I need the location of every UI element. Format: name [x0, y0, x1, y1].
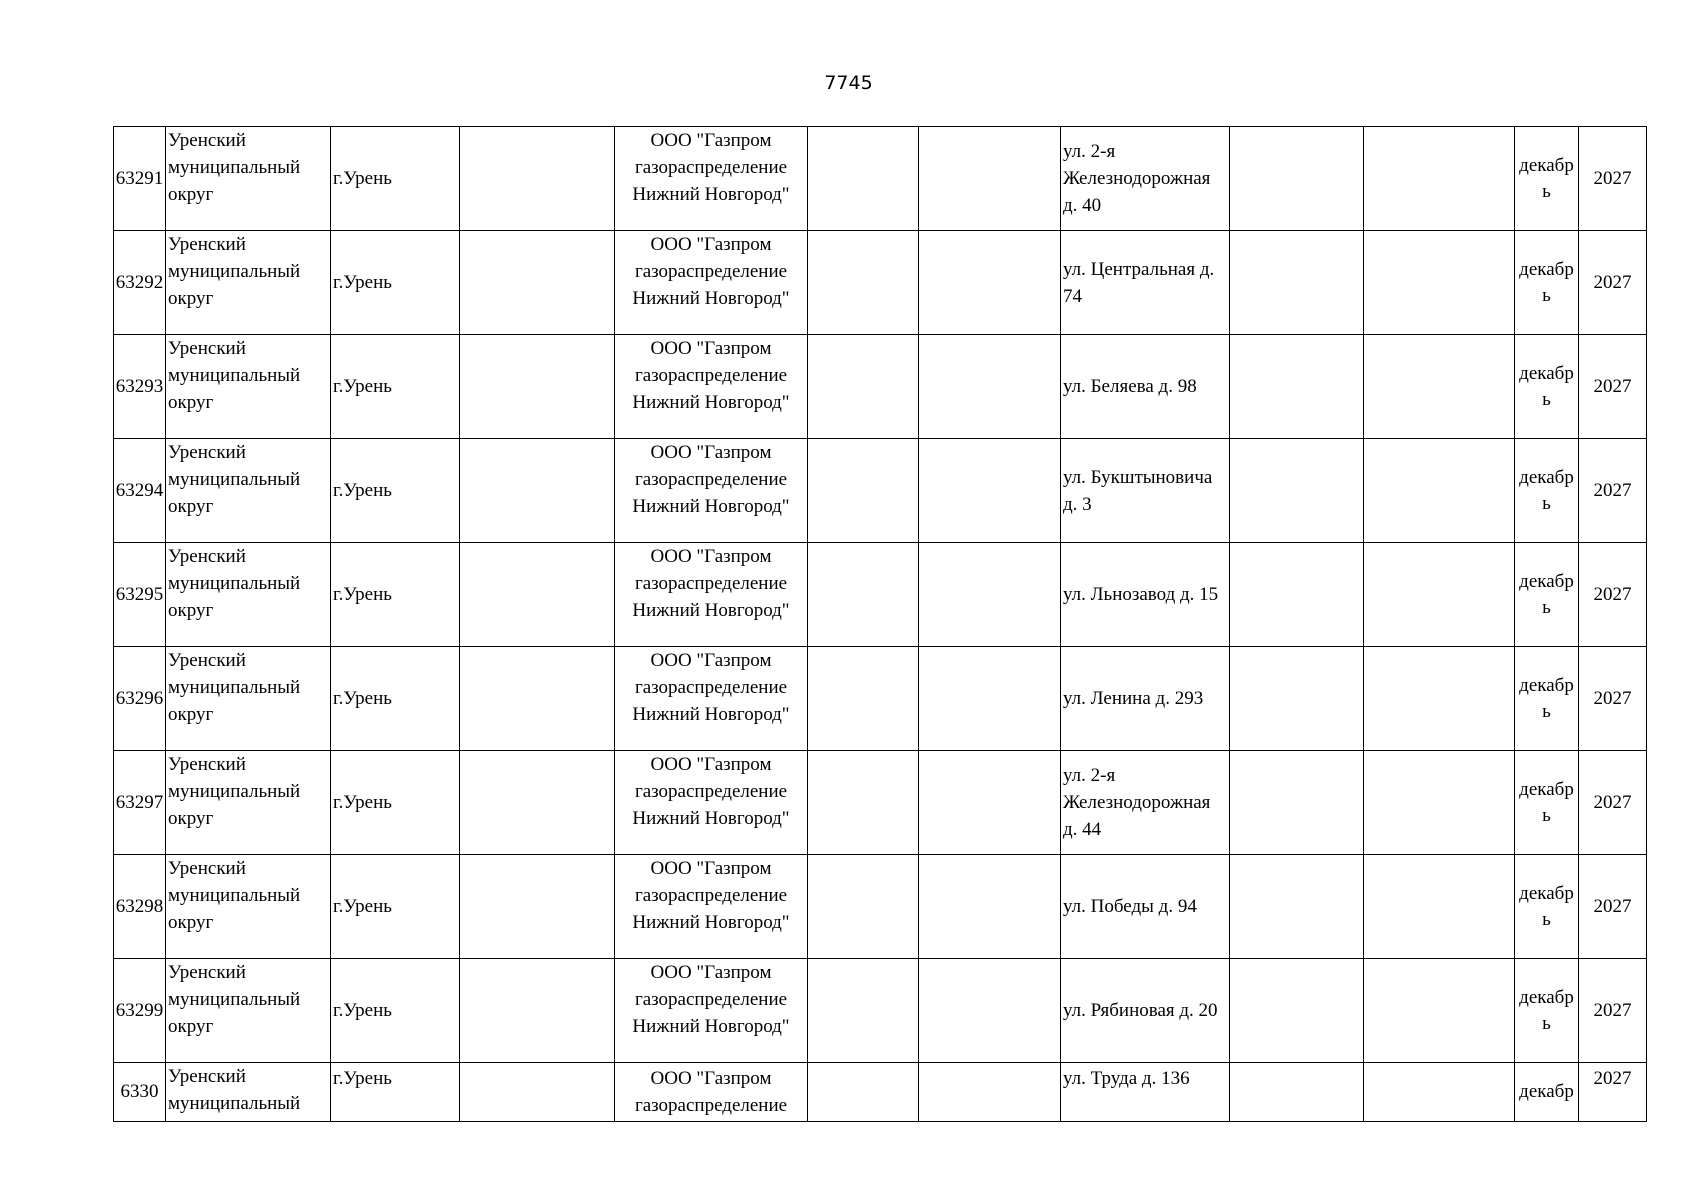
- empty-cell: [1364, 855, 1515, 959]
- locality-cell: г.Урень: [331, 127, 460, 231]
- organization-cell: ООО "Газпром газораспределение Нижний Новгород": [615, 855, 808, 959]
- empty-cell: [460, 751, 615, 855]
- row-number: 63294: [114, 439, 166, 543]
- district-cell: Уренский муниципальный округ: [166, 959, 331, 1063]
- empty-cell: [1230, 647, 1364, 751]
- district-cell: Уренский муниципальный: [166, 1063, 331, 1122]
- empty-cell: [808, 439, 919, 543]
- year-cell: 2027: [1579, 543, 1647, 647]
- month-cell: декабрь: [1515, 959, 1579, 1063]
- row-number: 63293: [114, 335, 166, 439]
- address-cell: ул. Ленина д. 293: [1061, 647, 1230, 751]
- organization-cell: ООО "Газпром газораспределение: [615, 1063, 808, 1122]
- month-cell: декабрь: [1515, 335, 1579, 439]
- empty-cell: [1230, 335, 1364, 439]
- district-cell: Уренский муниципальный округ: [166, 127, 331, 231]
- row-number: 63298: [114, 855, 166, 959]
- empty-cell: [919, 751, 1061, 855]
- empty-cell: [919, 543, 1061, 647]
- address-cell: ул. 2-я Железнодорожная д. 44: [1061, 751, 1230, 855]
- district-cell: Уренский муниципальный округ: [166, 335, 331, 439]
- district-cell: Уренский муниципальный округ: [166, 543, 331, 647]
- organization-cell: ООО "Газпром газораспределение Нижний Новгород": [615, 127, 808, 231]
- empty-cell: [1230, 127, 1364, 231]
- locality-cell: г.Урень: [331, 335, 460, 439]
- locality-cell: г.Урень: [331, 751, 460, 855]
- empty-cell: [808, 127, 919, 231]
- empty-cell: [919, 127, 1061, 231]
- month-cell: декабрь: [1515, 855, 1579, 959]
- organization-cell: ООО "Газпром газораспределение Нижний Новгород": [615, 959, 808, 1063]
- organization-cell: ООО "Газпром газораспределение Нижний Новгород": [615, 751, 808, 855]
- empty-cell: [1230, 231, 1364, 335]
- district-cell: Уренский муниципальный округ: [166, 439, 331, 543]
- locality-cell: г.Урень: [331, 647, 460, 751]
- empty-cell: [919, 855, 1061, 959]
- empty-cell: [919, 959, 1061, 1063]
- empty-cell: [919, 335, 1061, 439]
- address-cell: ул. Льнозавод д. 15: [1061, 543, 1230, 647]
- empty-cell: [460, 543, 615, 647]
- organization-cell: ООО "Газпром газораспределение Нижний Новгород": [615, 335, 808, 439]
- empty-cell: [460, 439, 615, 543]
- table-row: [114, 543, 1647, 647]
- empty-cell: [1364, 439, 1515, 543]
- empty-cell: [460, 959, 615, 1063]
- empty-cell: [460, 335, 615, 439]
- year-cell: 2027: [1579, 231, 1647, 335]
- month-cell: декабрь: [1515, 127, 1579, 231]
- locality-cell: г.Урень: [331, 959, 460, 1063]
- table-row: [114, 1063, 1647, 1122]
- empty-cell: [808, 543, 919, 647]
- empty-cell: [808, 751, 919, 855]
- empty-cell: [1230, 855, 1364, 959]
- month-cell: декабрь: [1515, 439, 1579, 543]
- address-cell: ул. Рябиновая д. 20: [1061, 959, 1230, 1063]
- empty-cell: [1364, 751, 1515, 855]
- organization-cell: ООО "Газпром газораспределение Нижний Новгород": [615, 543, 808, 647]
- empty-cell: [460, 855, 615, 959]
- year-cell: 2027: [1579, 1063, 1647, 1122]
- month-cell: декабрь: [1515, 647, 1579, 751]
- empty-cell: [919, 647, 1061, 751]
- row-number: 63296: [114, 647, 166, 751]
- empty-cell: [919, 1063, 1061, 1122]
- month-cell: декабр: [1515, 1063, 1579, 1122]
- organization-cell: ООО "Газпром газораспределение Нижний Новгород": [615, 231, 808, 335]
- empty-cell: [1364, 231, 1515, 335]
- address-cell: ул. Беляева д. 98: [1061, 335, 1230, 439]
- empty-cell: [808, 231, 919, 335]
- locality-cell: г.Урень: [331, 231, 460, 335]
- empty-cell: [1364, 335, 1515, 439]
- empty-cell: [919, 439, 1061, 543]
- table-row: [114, 335, 1647, 439]
- locality-cell: г.Урень: [331, 1063, 460, 1122]
- empty-cell: [460, 1063, 615, 1122]
- year-cell: 2027: [1579, 439, 1647, 543]
- district-cell: Уренский муниципальный округ: [166, 751, 331, 855]
- address-cell: ул. Труда д. 136: [1061, 1063, 1230, 1122]
- empty-cell: [919, 231, 1061, 335]
- empty-cell: [1230, 543, 1364, 647]
- row-number: 63291: [114, 127, 166, 231]
- year-cell: 2027: [1579, 335, 1647, 439]
- year-cell: 2027: [1579, 127, 1647, 231]
- row-number: 63295: [114, 543, 166, 647]
- table-row: [114, 751, 1647, 855]
- empty-cell: [1364, 959, 1515, 1063]
- page-number: 7745: [824, 72, 873, 94]
- locality-cell: г.Урень: [331, 543, 460, 647]
- empty-cell: [808, 647, 919, 751]
- empty-cell: [808, 335, 919, 439]
- empty-cell: [808, 1063, 919, 1122]
- empty-cell: [460, 647, 615, 751]
- empty-cell: [460, 127, 615, 231]
- table-row: [114, 959, 1647, 1063]
- table-row: [114, 127, 1647, 231]
- row-number: 63299: [114, 959, 166, 1063]
- district-cell: Уренский муниципальный округ: [166, 855, 331, 959]
- empty-cell: [1230, 1063, 1364, 1122]
- year-cell: 2027: [1579, 647, 1647, 751]
- table-row: [114, 231, 1647, 335]
- empty-cell: [1364, 647, 1515, 751]
- address-cell: ул. Победы д. 94: [1061, 855, 1230, 959]
- row-number: 63292: [114, 231, 166, 335]
- year-cell: 2027: [1579, 855, 1647, 959]
- empty-cell: [1230, 439, 1364, 543]
- month-cell: декабрь: [1515, 231, 1579, 335]
- locality-cell: г.Урень: [331, 855, 460, 959]
- address-cell: ул. Центральная д. 74: [1061, 231, 1230, 335]
- table-row: [114, 855, 1647, 959]
- empty-cell: [1230, 751, 1364, 855]
- empty-cell: [460, 231, 615, 335]
- address-cell: ул. Букштыновича д. 3: [1061, 439, 1230, 543]
- month-cell: декабрь: [1515, 543, 1579, 647]
- empty-cell: [1364, 1063, 1515, 1122]
- row-number: 63297: [114, 751, 166, 855]
- district-cell: Уренский муниципальный округ: [166, 647, 331, 751]
- locality-cell: г.Урень: [331, 439, 460, 543]
- district-cell: Уренский муниципальный округ: [166, 231, 331, 335]
- year-cell: 2027: [1579, 751, 1647, 855]
- row-number: 6330: [114, 1063, 166, 1122]
- organization-cell: ООО "Газпром газораспределение Нижний Новгород": [615, 647, 808, 751]
- year-cell: 2027: [1579, 959, 1647, 1063]
- empty-cell: [1230, 959, 1364, 1063]
- empty-cell: [808, 855, 919, 959]
- empty-cell: [1364, 127, 1515, 231]
- month-cell: декабрь: [1515, 751, 1579, 855]
- empty-cell: [808, 959, 919, 1063]
- address-cell: ул. 2-я Железнодорожная д. 40: [1061, 127, 1230, 231]
- organization-cell: ООО "Газпром газораспределение Нижний Новгород": [615, 439, 808, 543]
- empty-cell: [1364, 543, 1515, 647]
- table-row: [114, 439, 1647, 543]
- register-table: [113, 126, 1647, 1122]
- table-row: [114, 647, 1647, 751]
